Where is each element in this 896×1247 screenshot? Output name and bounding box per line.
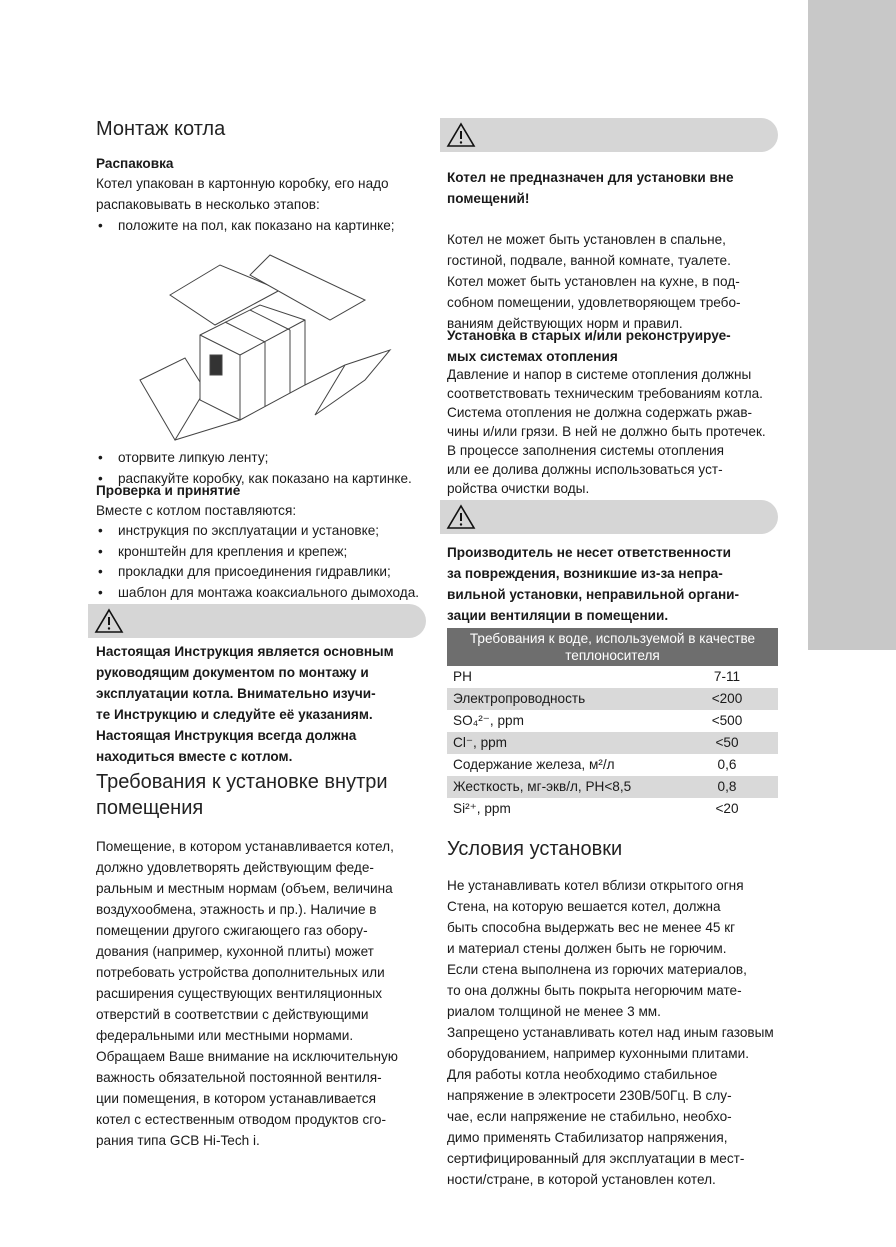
table-row [447,710,778,732]
title-indoor-requirements [96,769,431,821]
value-cell: 0,6 [717,757,737,772]
value-cell: 0,8 [676,776,778,798]
text-line: гостиной, подвале, ванной комнате, туалете. [447,253,731,268]
indoor-requirements-text [96,836,431,1151]
text-line: Система отопления не должна содержать ржав- [447,405,753,420]
table-row [447,798,778,820]
text-line: ности/стране, в которой установлен котел. [447,1172,716,1187]
text-line: помещения [96,797,204,819]
text-line: В процессе заполнения системы отопления [447,443,725,458]
param-cell: SO₄²⁻, ppm [453,713,524,728]
text-line: помещении другого сжигающего газ обору- [96,923,368,938]
table-row [447,776,778,798]
text-line: или ее долива должны использоваться уст- [447,462,723,477]
text-line: расширения существующих вентиляционных [96,986,383,1001]
text-line: те Инструкцию и следуйте её указаниям. [96,707,373,722]
text-line: и материал стены должен быть не горючим. [447,941,727,956]
text-line: должно удовлетворять действующим феде- [96,860,374,875]
text-line: Требования к установке внутри [96,771,388,793]
value-cell: <50 [676,732,778,754]
text-line: Запрещено устанавливать котел над иным газовым [447,1025,774,1040]
text-line: димо применять Стабилизатор напряжения, [447,1130,728,1145]
param-cell: Электропроводность [447,688,676,710]
text-line: мых системах отопления [447,349,618,364]
text-line: потребовать устройства дополнительных или [96,965,385,980]
text-line: риалом толщиной не менее 3 мм. [447,1004,661,1019]
text-line: Котел упакован в картонную коробку, его надо [96,176,389,191]
warning-icon [94,608,124,634]
text-line: Если стена выполнена из горючих материалов, [447,962,747,977]
bullet-item: • шаблон для монтажа коаксиального дымохода. [96,583,431,604]
text-line: Обращаем Ваше внимание на исключительную [96,1049,398,1064]
value-cell: <20 [715,801,739,816]
text-line: собном помещении, удовлетворяющем требо- [447,295,741,310]
title-installation-conditions: Условия установки [447,838,623,860]
text-line: Котел не может быть установлен в спальне, [447,232,726,247]
text-line: чае, если напряжение не стабильно, необхо- [447,1109,732,1124]
text-line: ральным и местным нормам (объем, величина [96,881,393,896]
text-line: дования (например, кухонной плиты) может [96,944,374,959]
table-row [447,732,778,754]
text-line: оборудованием, например кухонными плитами. [447,1046,750,1061]
title-mounting: Монтаж котла [96,118,226,140]
text-line: важность обязательной постоянной вентиля- [96,1070,382,1085]
text-line: Настоящая Инструкция всегда должна [96,728,357,743]
side-tab [808,0,896,650]
text-line: помещений! [447,191,530,206]
text-line: ройства очистки воды. [447,481,590,496]
text-line: ваниям действующих норм и правил. [447,316,683,331]
table-row [447,754,778,776]
warning-icon [446,122,476,148]
warning-icon [446,504,476,530]
text-line: соответствовать техническим требованиям котла. [447,386,763,401]
room-restrictions-text [447,229,782,334]
param-cell: Cl⁻, ppm [447,732,676,754]
water-requirements-table [447,628,778,820]
value-cell: 7-11 [713,669,741,684]
text-line: отверстий в соответствии с действующими [96,1007,369,1022]
warning-bar [440,118,778,152]
text-line: Производитель не несет ответственности [447,545,732,560]
unpack-text [96,173,431,215]
value-cell: <500 [711,713,743,728]
text-line: Помещение, в котором устанавливается котел, [96,839,394,854]
warning-bar [88,604,426,638]
text-line: быть способна выдержать вес не менее 45 кг [447,920,736,935]
text-line: Для работы котла необходимо стабильное [447,1067,718,1082]
text-line: зации вентиляции в помещении. [447,608,669,623]
param-cell: Si²⁺, ppm [453,801,511,816]
text-line: то она должны быть покрыта негорючим мате- [447,983,742,998]
param-cell: Жесткость, мг-экв/л, PH<8,5 [447,776,676,798]
text-line: ции помещения, в котором устанавливается [96,1091,376,1106]
heading-check: Проверка и принятие [96,483,241,498]
text-line: рания типа GCB Hi-Tech i. [96,1133,260,1148]
bullet-item: • инструкция по эксплуатации и установке; [96,521,431,542]
text-line: Котел может быть установлен на кухне, в под- [447,274,740,289]
warning-bar [440,500,778,534]
check-bullets [96,521,431,603]
param-cell: PH [453,669,472,684]
boiler-unpacking-illustration [130,240,400,445]
text-line: распаковывать в несколько этапов: [96,197,320,212]
text-line: федеральными или местными нормами. [96,1028,354,1043]
text-line: Настоящая Инструкция является основным [96,644,394,659]
text-line: Котел не предназначен для установки вне [447,170,734,185]
bullet-item: • распакуйте коробку, как показано на картинке. [96,468,431,489]
param-cell: Содержание железа, м²/л [453,757,615,772]
heading-old-systems [447,325,782,367]
text-line: руководящим документом по монтажу и [96,665,369,680]
text-line: Не устанавливать котел вблизи открытого огня [447,878,744,893]
heading-unpacking: Распаковка [96,156,174,171]
bullet-item: • положите на пол, как показано на картинке; [96,215,431,236]
text-line: Давление и напор в системе отопления должны [447,367,752,382]
bullet-item: • оторвите липкую ленту; [96,447,431,468]
bullet-item: • прокладки для присоединения гидравлики; [96,562,431,583]
bullet-item: • кронштейн для крепления и крепеж; [96,542,431,563]
table-row [447,666,778,688]
installation-conditions-text [447,875,782,1190]
text-line: напряжение в электросети 230В/50Гц. В слу- [447,1088,732,1103]
text-line: чины и/или грязи. В ней не должно быть протечек. [447,424,766,439]
text-line: эксплуатации котла. Внимательно изучи- [96,686,376,701]
warning-text-instruction [96,641,431,767]
text-line: за повреждения, возникшие из-за непра- [447,566,723,581]
warning-text-outdoor [447,167,782,209]
text-line: котел с естественным отводом продуктов сго- [96,1112,386,1127]
text-line: Установка в старых и/или реконструируе- [447,328,731,343]
text-line: Стена, на которую вешается котел, должна [447,899,721,914]
unpack-bullets [96,215,431,236]
text-line: вильной установки, неправильной органи- [447,587,740,602]
old-systems-text [447,365,782,498]
text-line: сертифицированный для эксплуатации в мест- [447,1151,745,1166]
text-line: находиться вместе с котлом. [96,749,293,764]
value-cell: <200 [676,688,778,710]
text-line: воздухообмена, этажность и пр.). Наличие в [96,902,377,917]
warning-text-liability [447,542,782,626]
check-intro: Вместе с котлом поставляются: [96,503,297,518]
table-header: Требования к воде, используемой в качестве теплоносителя [447,628,778,666]
table-row [447,688,778,710]
